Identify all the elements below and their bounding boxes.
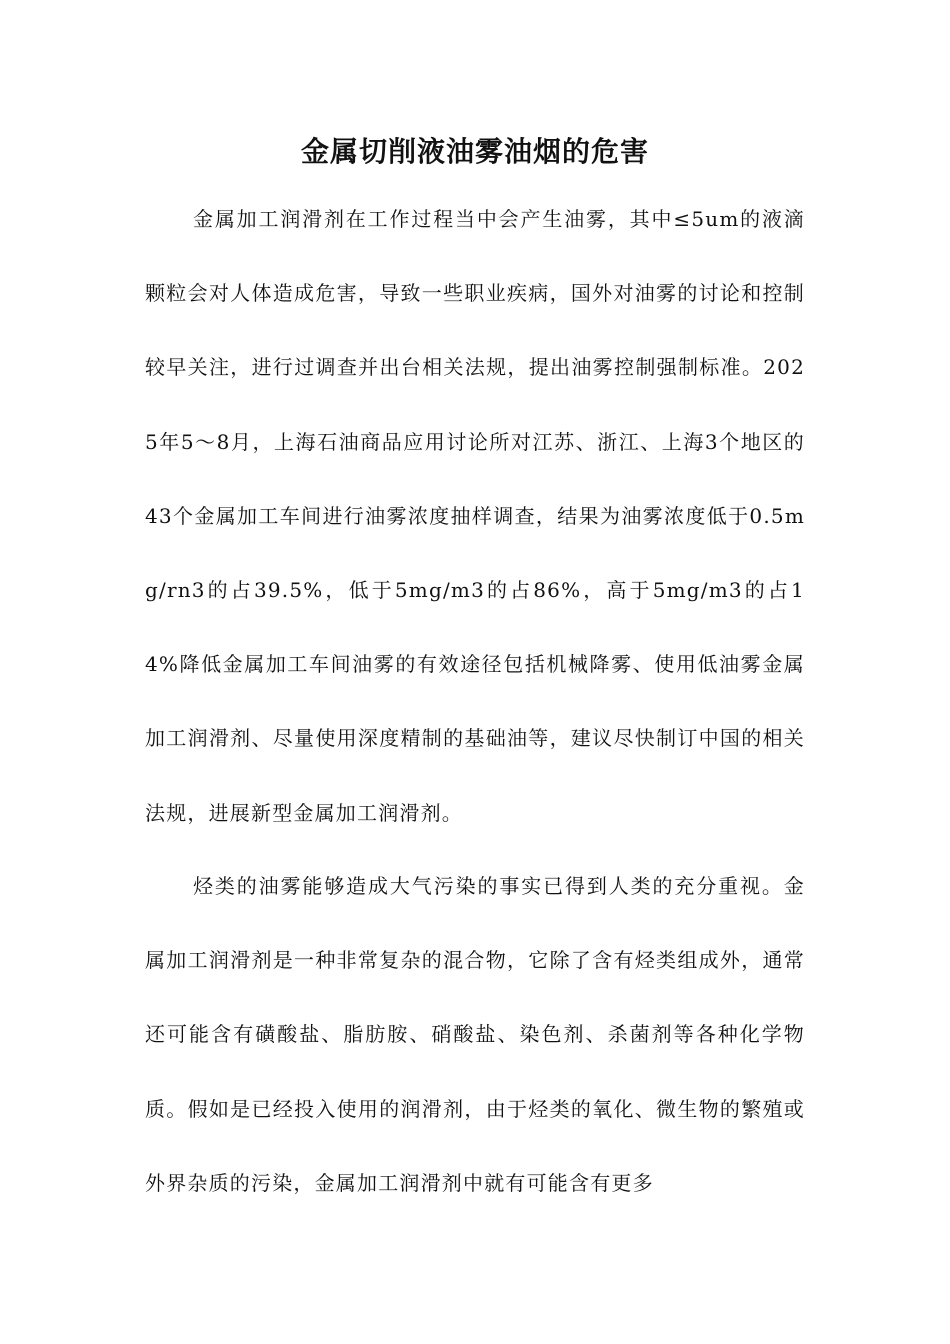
document-title: 金属切削液油雾油烟的危害 bbox=[300, 135, 649, 168]
paragraph-1: 金属加工润滑剂在工作过程当中会产生油雾，其中≤5um的液滴颗粒会对人体造成危害，导致一些职业疾病，国外对油雾的讨论和控制较早关注，进行过调查并出台相关法规，提出油雾控制强制标准。2025年5～8月，上海石油商品应用讨论所对江苏、浙江、上海3个地区的43个金属加工车间进行油雾浓度抽样调查，结果为油雾浓度低于0.5mg/rn3的占39.5%，低于5mg/m3的占86%，高于5mg/m3的占14%降低金属加工车间油雾的有效途径包括机械降雾、使用低油雾金属加工润滑剂、尽量使用深度精制的基础油等，建议尽快制订中国的相关法规，进展新型金属加工润滑剂。 bbox=[145, 207, 805, 825]
paragraph-2: 烃类的油雾能够造成大气污染的事实已得到人类的充分重视。金属加工润滑剂是一种非常复杂的混合物，它除了含有烃类组成外，通常还可能含有磺酸盐、脂肪胺、硝酸盐、染色剂、杀菌剂等各种化学物质。假如是已经投入使用的润滑剂，由于烃类的氧化、微生物的繁殖或外界杂质的污染，金属加工润滑剂中就有可能含有更多 bbox=[145, 874, 805, 1195]
